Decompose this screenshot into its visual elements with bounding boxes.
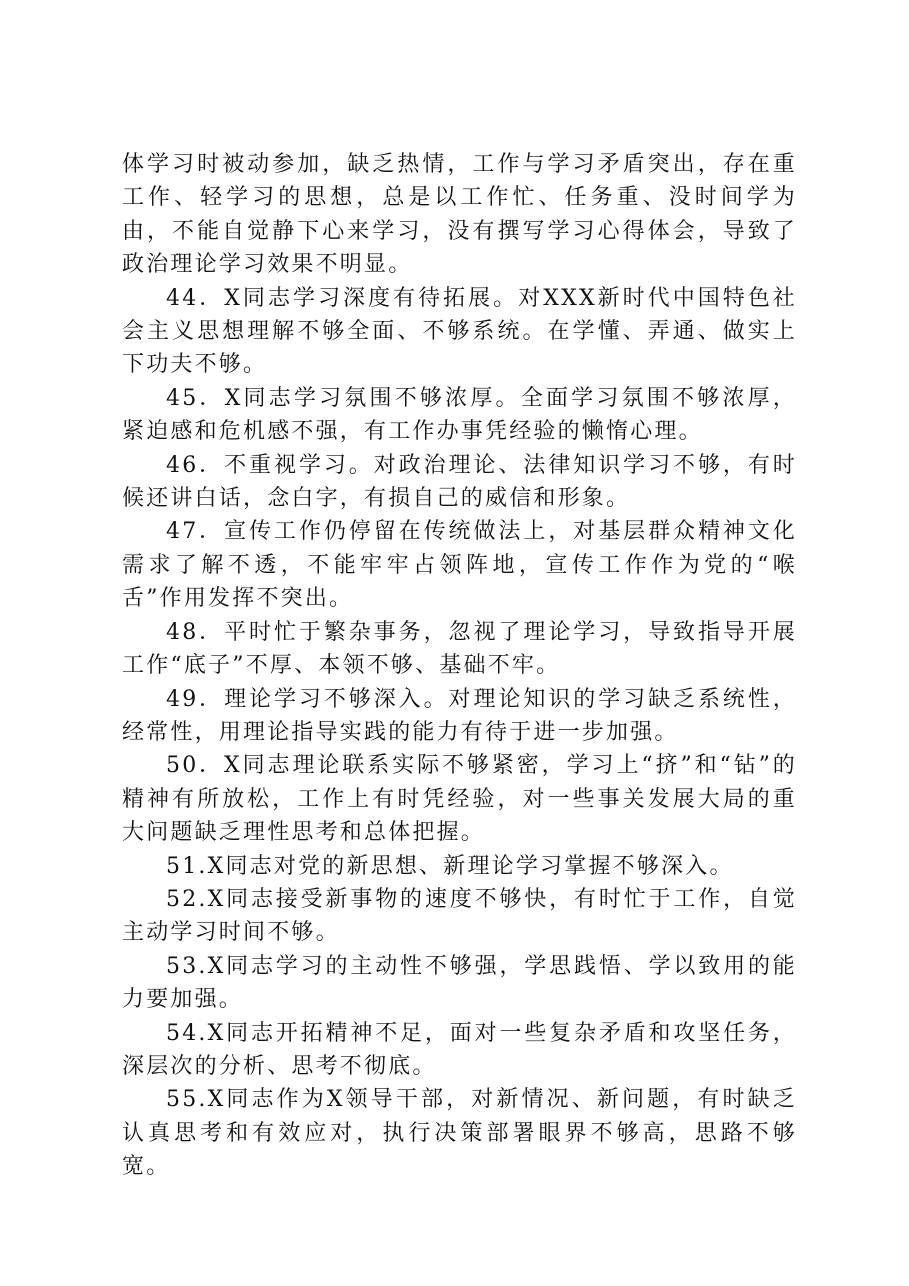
paragraph-item-47: 47．宣传工作仍停留在传统做法上，对基层群众精神文化需求了解不透，不能牢牢占领阵地，宣传工作作为党的“喉舌”作用发挥不突出。 — [122, 519, 797, 612]
paragraph-item-53: 53.X同志学习的主动性不够强，学思践悟、学以致用的能力要加强。 — [122, 953, 797, 1013]
document-body — [122, 148, 797, 1184]
paragraph-item-51: 51.X同志对党的新思想、新理论学习掌握不够深入。 — [166, 853, 734, 879]
paragraph-item-52: 52.X同志接受新事物的速度不够快，有时忙于工作，自觉主动学习时间不够。 — [122, 886, 797, 946]
paragraph-item-49: 49．理论学习不够深入。对理论知识的学习缺乏系统性，经常性，用理论指导实践的能力有待于进一步加强。 — [122, 686, 797, 745]
paragraph-item-45: 45．X同志学习氛围不够浓厚。全面学习氛围不够浓厚，紧迫感和危机感不强，有工作办事凭经验的懒惰心理。 — [122, 385, 797, 445]
paragraph-item-50: 50．X同志理论联系实际不够紧密，学习上“挤”和“钻”的精神有所放松，工作上有时凭经验，对一些事关发展大局的重大问题缺乏理性思考和总体把握。 — [122, 753, 797, 846]
paragraph-item-55: 55.X同志作为X领导干部，对新情况、新问题，有时缺乏认真思考和有效应对，执行决策部署眼界不够高，思路不够宽。 — [122, 1087, 797, 1180]
paragraph-item-54: 54.X同志开拓精神不足，面对一些复杂矛盾和攻坚任务，深层次的分析、思考不彻底。 — [122, 1020, 797, 1079]
paragraph-item-46: 46．不重视学习。对政治理论、法律知识学习不够，有时候还讲白话，念白字，有损自己的威信和形象。 — [122, 452, 797, 512]
paragraph-item-48: 48．平时忙于繁杂事务，忽视了理论学习，导致指导开展工作“底子”不厚、本领不够、基础不牢。 — [122, 619, 797, 679]
paragraph-continued: 体学习时被动参加，缺乏热情，工作与学习矛盾突出，存在重工作、轻学习的思想，总是以工作忙、任务重、没时间学为由，不能自觉静下心来学习，没有撰写学习心得体会，导致了政治理论学习效果不明显。 — [122, 152, 797, 278]
paragraph-item-44: 44．X同志学习深度有待拓展。对XXX新时代中国特色社会主义思想理解不够全面、不够系统。在学懂、弄通、做实上下功夫不够。 — [122, 285, 797, 378]
